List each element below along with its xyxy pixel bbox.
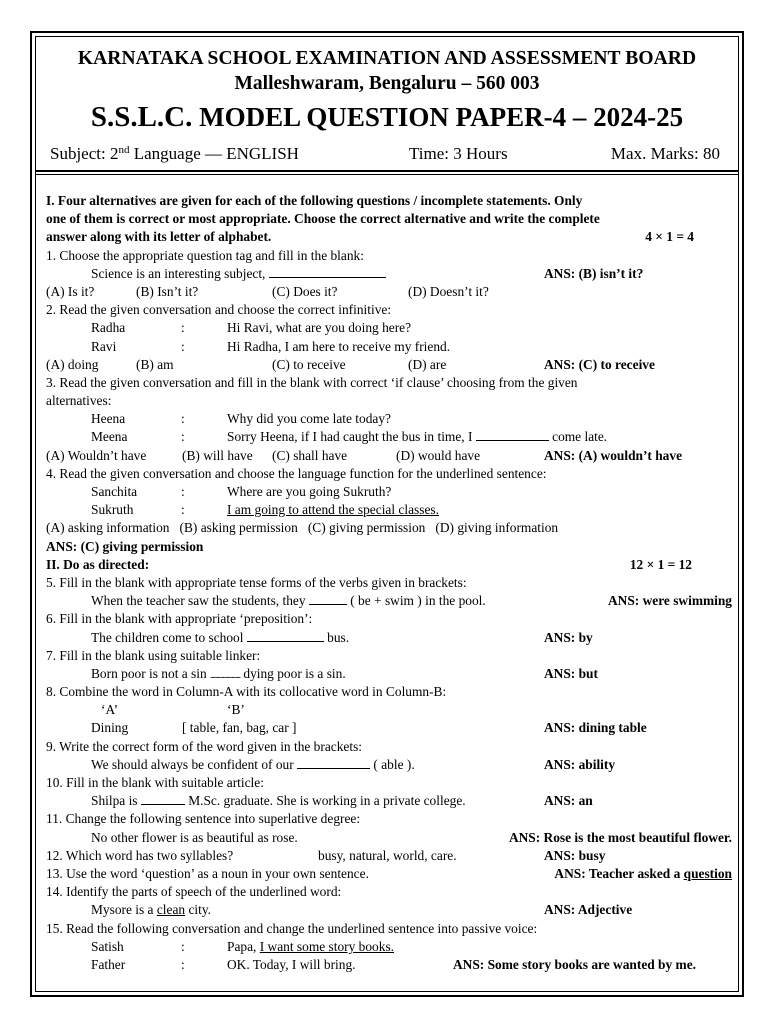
stem-a: Shilpa is xyxy=(91,793,141,809)
q3-answer: ANS: (A) wouldn’t have xyxy=(544,447,683,463)
q4-answer: ANS: (C) giving permission xyxy=(46,538,204,554)
option-d: (D) would have xyxy=(396,447,481,463)
speech-b: come late. xyxy=(548,429,608,445)
q10-answer: ANS: an xyxy=(544,793,593,809)
q15-question: 15. Read the following conversation and change the underlined sentence into passive voice: xyxy=(46,920,538,936)
speech-underlined: I want some story books. xyxy=(259,938,395,954)
q7-answer: ANS: but xyxy=(544,665,598,681)
stem: No other flower is as beautiful as rose. xyxy=(91,829,298,845)
q14-question: 14. Identify the parts of speech of the underlined word: xyxy=(46,884,342,900)
dotted-blank: ........................ xyxy=(210,669,241,680)
speaker: Meena xyxy=(91,429,128,445)
speaker: Radha xyxy=(91,320,126,336)
q2-line-1 xyxy=(46,319,732,337)
q13-answer-text: ANS: Teacher asked a xyxy=(554,865,684,881)
q2-options xyxy=(46,356,732,374)
stem-b: city. xyxy=(185,902,211,918)
subject xyxy=(50,143,299,165)
q7-question: 7. Fill in the blank using suitable linker: xyxy=(46,647,261,663)
q4-line-1 xyxy=(46,483,732,501)
speaker: Sanchita xyxy=(91,484,138,499)
q12-words: busy, natural, world, care. xyxy=(318,847,457,863)
speech-a: Papa, xyxy=(227,938,260,954)
q9-stem xyxy=(46,756,732,774)
speaker: Satish xyxy=(91,938,124,954)
colon: : xyxy=(181,320,185,336)
stem-b: ( able ). xyxy=(370,756,415,772)
stem-a: Born poor is not a sin xyxy=(91,665,211,681)
q5-answer: ANS: were swimming xyxy=(608,593,732,609)
section1-instruction-1: I. Four alternatives are given for each of the following questions / incomplete statements. Only xyxy=(46,193,583,208)
option-d: (D) are xyxy=(408,356,447,372)
column-a-label: ‘A’ xyxy=(101,702,119,718)
q5-stem xyxy=(46,592,732,610)
option-b: (B) will have xyxy=(182,447,253,463)
q6-answer: ANS: by xyxy=(544,629,593,645)
stem-b: ( be + swim ) in the pool. xyxy=(346,593,486,609)
board-name: KARNATAKA SCHOOL EXAMINATION AND ASSESSMENT BOARD xyxy=(77,48,697,69)
header-rule xyxy=(36,170,738,172)
colon: : xyxy=(181,484,185,499)
title-rest: MODEL QUESTION PAPER-4 – 2024-25 xyxy=(199,102,684,132)
q9-question: 9. Write the correct form of the word given in the brackets: xyxy=(46,738,363,754)
stem-b: M.Sc. graduate. She is working in a private college. xyxy=(184,793,466,809)
subject-sup: nd xyxy=(118,144,130,156)
q15-answer: ANS: Some story books are wanted by me. xyxy=(452,956,696,972)
option-c: (C) shall have xyxy=(272,447,348,463)
q2-question: 2. Read the given conversation and choose the correct infinitive: xyxy=(46,302,392,318)
colon: : xyxy=(181,956,185,972)
speaker: Heena xyxy=(91,411,126,427)
q1-stem xyxy=(46,265,732,283)
q11-stem xyxy=(46,829,732,847)
subject-pre: Subject: 2 xyxy=(50,144,119,163)
q1-options xyxy=(46,283,732,301)
q3-question-1: 3. Read the given conversation and fill in the blank with correct ‘if clause’ choosing from the given xyxy=(46,374,578,390)
blank xyxy=(269,266,386,278)
q4-line-2 xyxy=(46,501,732,519)
q8-row xyxy=(46,719,732,737)
speaker: Sukruth xyxy=(91,502,134,518)
q8-answer: ANS: dining table xyxy=(544,720,647,736)
q1-stem-text: Science is an interesting subject, xyxy=(91,265,269,281)
speech xyxy=(227,938,394,956)
option-c: (C) Does it? xyxy=(272,283,338,299)
q8-question: 8. Combine the word in Column-A with its collocative word in Column-B: xyxy=(46,684,447,700)
q6-question: 6. Fill in the blank with appropriate ‘preposition’: xyxy=(46,611,313,627)
q14-answer: ANS: Adjective xyxy=(544,902,633,918)
q1-answer: ANS: (B) isn’t it? xyxy=(544,265,644,281)
stem-a: We should always be confident of our xyxy=(91,756,298,772)
q7-stem xyxy=(46,665,732,683)
q15-line-1 xyxy=(46,938,732,956)
q13-answer-underlined: question xyxy=(683,865,732,881)
blank xyxy=(141,793,185,805)
option-a: (A) Is it? xyxy=(46,283,95,299)
board-address: Malleshwaram, Bengaluru – 560 003 xyxy=(234,73,540,94)
paper-header xyxy=(36,46,738,136)
time: Time: 3 Hours xyxy=(409,144,508,163)
stem-b: bus. xyxy=(323,629,350,645)
q14-stem xyxy=(46,901,732,919)
q3-question-2: alternatives: xyxy=(46,393,112,409)
underlined-word: clean xyxy=(156,902,186,918)
q9-answer: ANS: ability xyxy=(544,756,616,772)
q4-options: (A) asking information (B) asking permission (C) giving permission (D) giving information xyxy=(46,520,559,536)
colon: : xyxy=(181,411,185,427)
speech-underlined: I am going to attend the special classes. xyxy=(227,502,439,518)
stem-a: When the teacher saw the students, they xyxy=(91,593,309,609)
q3-line-1 xyxy=(46,410,732,428)
q10-question: 10. Fill in the blank with suitable article: xyxy=(46,775,264,790)
speech: Hi Radha, I am here to receive my friend. xyxy=(227,338,451,354)
subject-post: Language — ENGLISH xyxy=(129,144,299,163)
section2-title xyxy=(46,556,732,574)
option-b: (B) am xyxy=(136,356,174,372)
speaker: Ravi xyxy=(91,338,117,354)
q3-options xyxy=(46,447,732,465)
speech: OK. Today, I will bring. xyxy=(227,956,356,972)
column-b-options: [ table, fan, bag, car ] xyxy=(182,720,297,736)
section1-marks: 4 × 1 = 4 xyxy=(645,229,694,245)
title-prefix: S.S.L.C. xyxy=(90,101,193,133)
colon: : xyxy=(181,502,185,518)
q10-stem xyxy=(46,792,732,810)
blank xyxy=(309,593,347,605)
q8-columns xyxy=(46,701,732,719)
option-a: (A) Wouldn’t have xyxy=(46,447,147,463)
section1-instruction-2: one of them is correct or most appropriate. Choose the correct alternative and write the complete xyxy=(46,211,600,227)
q13-answer xyxy=(554,865,732,883)
paper-title xyxy=(36,98,738,136)
colon: : xyxy=(181,338,185,354)
column-b-label: ‘B’ xyxy=(227,702,245,718)
option-b: (B) Isn’t it? xyxy=(136,283,199,299)
speaker: Father xyxy=(91,956,126,972)
q11-answer: ANS: Rose is the most beautiful flower. xyxy=(508,829,732,845)
blank xyxy=(297,757,370,769)
paper-body xyxy=(46,192,732,974)
header-rule-thin xyxy=(36,174,738,175)
speech: Hi Ravi, what are you doing here? xyxy=(227,320,412,336)
max-marks: Max. Marks: 80 xyxy=(610,144,720,163)
stem-a: Mysore is a xyxy=(91,902,157,918)
speech-a: Sorry Heena, if I had caught the bus in time, I xyxy=(227,429,476,445)
q11-question: 11. Change the following sentence into superlative degree: xyxy=(46,811,361,827)
colon: : xyxy=(181,938,185,954)
blank xyxy=(247,630,324,642)
q4-question: 4. Read the given conversation and choose the language function for the underlined sentence: xyxy=(46,465,547,481)
q5-question: 5. Fill in the blank with appropriate tense forms of the verbs given in brackets: xyxy=(46,574,467,590)
q2-line-2 xyxy=(46,338,732,356)
blank xyxy=(476,429,549,441)
speech: Why did you come late today? xyxy=(227,411,391,427)
option-a: (A) doing xyxy=(46,356,99,372)
section2-title-text: II. Do as directed: xyxy=(46,556,150,572)
stem-b: dying poor is a sin. xyxy=(240,665,346,681)
q2-answer: ANS: (C) to receive xyxy=(544,356,655,372)
q6-stem xyxy=(46,629,732,647)
q13-question: 13. Use the word ‘question’ as a noun in your own sentence. xyxy=(46,865,369,881)
colon: : xyxy=(181,429,185,445)
q13-row xyxy=(46,865,732,883)
q12-row xyxy=(46,847,732,865)
section1-instruction-3 xyxy=(46,228,732,246)
q12-question: 12. Which word has two syllables? xyxy=(46,847,234,863)
column-a-word: Dining xyxy=(91,720,129,736)
speech xyxy=(227,428,607,446)
speech: Where are you going Sukruth? xyxy=(227,484,392,499)
q15-line-2 xyxy=(46,956,732,974)
option-d: (D) Doesn’t it? xyxy=(408,283,489,299)
q3-line-2 xyxy=(46,428,732,446)
instruction-text: answer along with its letter of alphabet. xyxy=(46,229,272,245)
stem-a: The children come to school xyxy=(91,629,247,645)
section2-marks: 12 × 1 = 12 xyxy=(629,556,692,572)
q12-answer: ANS: busy xyxy=(544,847,606,863)
option-c: (C) to receive xyxy=(272,356,346,372)
q1-question: 1. Choose the appropriate question tag and fill in the blank: xyxy=(46,247,364,263)
